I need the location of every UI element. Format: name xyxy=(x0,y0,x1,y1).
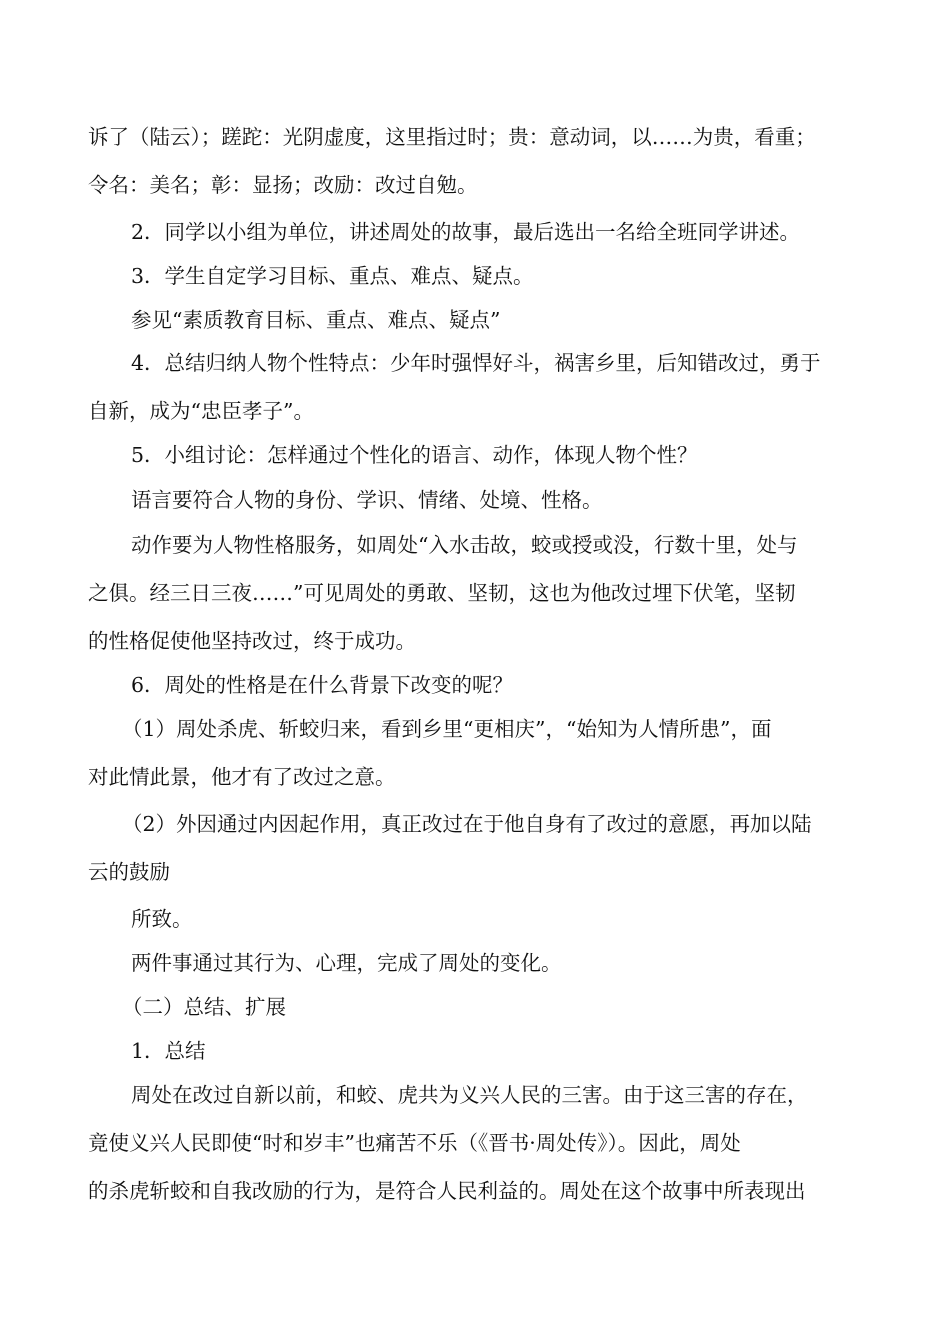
text-line: 诉了（陆云）；蹉跎：光阴虚度，这里指过时；贵：意动词，以……为贵，看重； xyxy=(88,125,816,149)
paragraph-line: 参见“素质教育目标、重点、难点、疑点” xyxy=(131,308,501,332)
list-item: 6．周处的性格是在什么背景下改变的呢？ xyxy=(131,673,514,697)
section-heading: （二）总结、扩展 xyxy=(122,995,286,1019)
text-line: 云的鼓励 xyxy=(88,860,170,884)
text-line: 令名：美名；彰：显扬；改励：改过自勉。 xyxy=(88,173,478,197)
list-item: 3．学生自定学习目标、重点、难点、疑点。 xyxy=(131,264,534,288)
paragraph-line: 两件事通过其行为、心理，完成了周处的变化。 xyxy=(131,951,562,975)
sub-list-item: （2）外因通过内因起作用，真正改过在于他自身有了改过的意愿，再加以陆 xyxy=(122,812,812,836)
text-line: 竟使义兴人民即使“时和岁丰”也痛苦不乐（《晋书·周处传》）。因此，周处 xyxy=(88,1131,741,1155)
list-item: 5．小组讨论：怎样通过个性化的语言、动作，体现人物个性？ xyxy=(131,443,698,467)
text-line: 自新，成为“忠臣孝子”。 xyxy=(88,399,314,423)
text-line: 对此情此景，他才有了改过之意。 xyxy=(88,765,396,789)
text-line: 的杀虎斩蛟和自我改励的行为，是符合人民利益的。周处在这个故事中所表现出 xyxy=(88,1179,806,1203)
text-line: 之俱。经三日三夜……”可见周处的勇敢、坚韧，这也为他改过埋下伏笔，坚韧 xyxy=(88,581,796,605)
paragraph-line: 周处在改过自新以前，和蛟、虎共为义兴人民的三害。由于这三害的存在， xyxy=(131,1083,808,1107)
paragraph-line: 所致。 xyxy=(131,907,193,931)
list-item: 4．总结归纳人物个性特点：少年时强悍好斗，祸害乡里，后知错改过，勇于 xyxy=(131,351,821,375)
text-line: 的性格促使他坚持改过，终于成功。 xyxy=(88,629,416,653)
list-item: 2．同学以小组为单位，讲述周处的故事，最后选出一名给全班同学讲述。 xyxy=(131,220,801,244)
sub-list-item: （1）周处杀虎、斩蛟归来，看到乡里“更相庆”，“始知为人情所患”，面 xyxy=(122,717,772,741)
paragraph-line: 动作要为人物性格服务，如周处“入水击故，蛟或授或没，行数十里，处与 xyxy=(131,533,798,557)
paragraph-line: 语言要符合人物的身份、学识、情绪、处境、性格。 xyxy=(131,488,603,512)
sub-heading: 1．总结 xyxy=(131,1039,206,1063)
